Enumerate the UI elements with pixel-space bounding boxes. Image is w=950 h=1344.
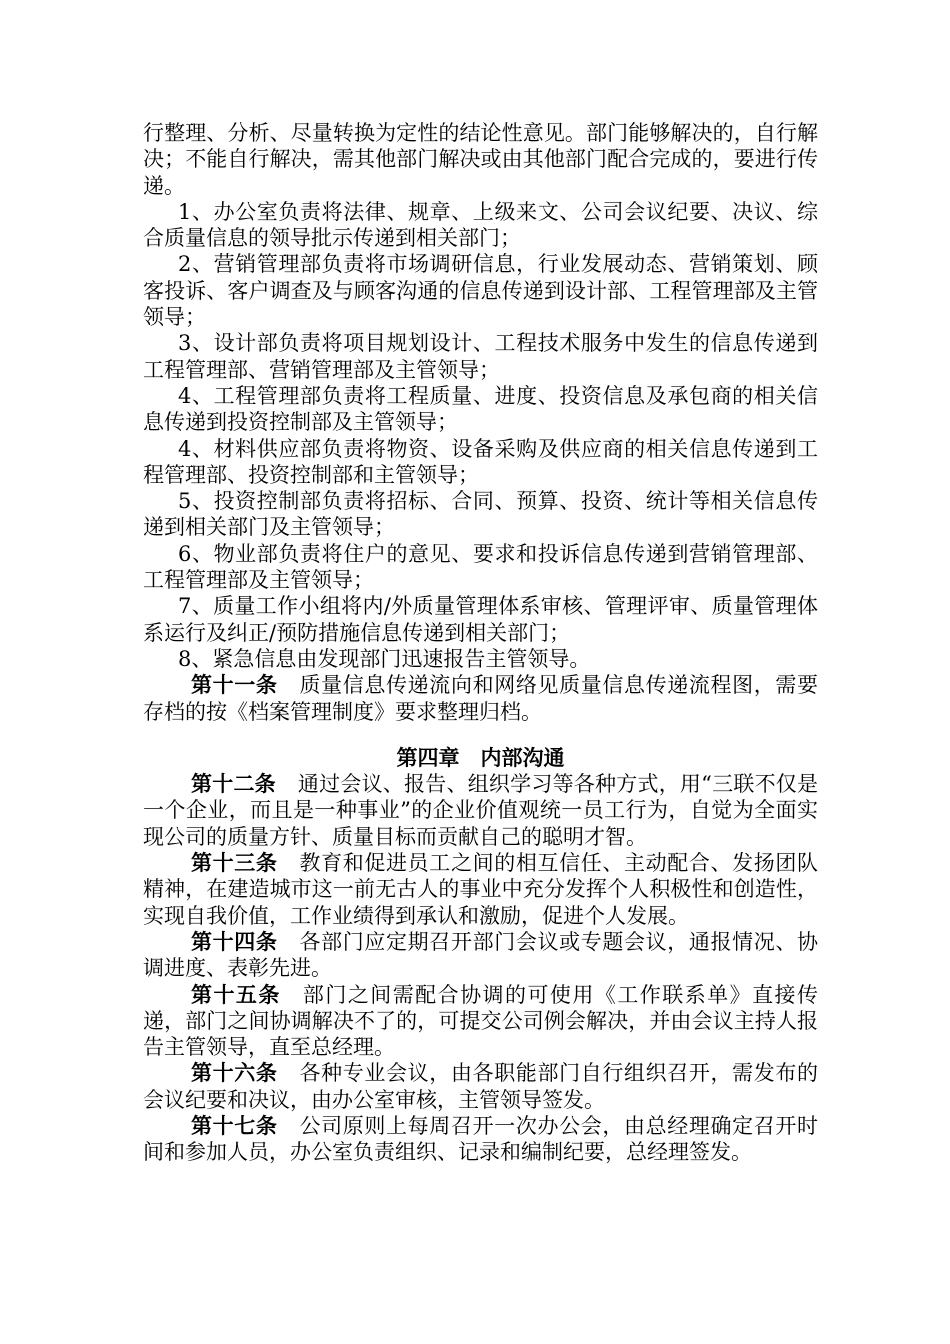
article-16 bbox=[143, 1060, 818, 1113]
article-number: 第十七条 bbox=[191, 1112, 278, 1138]
article-text: 各部门应定期召开部门会议或专题会议，通报情况、协调进度、表彰先进。 bbox=[143, 929, 819, 981]
article-12 bbox=[143, 771, 818, 850]
article-text: 公司原则上每周召开一次办公会，由总经理确定召开时间和参加人员，办公室负责组织、记录和编制纪要，总经理签发。 bbox=[143, 1113, 819, 1165]
article-number: 第十三条 bbox=[191, 850, 278, 876]
article-number: 第十六条 bbox=[191, 1060, 278, 1086]
list-item: 1、办公室负责将法律、规章、上级来文、公司会议纪要、决议、综合质量信息的领导批示传递到相关部门； bbox=[143, 199, 818, 251]
article-11 bbox=[143, 672, 818, 725]
list-item: 8、紧急信息由发现部门迅速报告主管领导。 bbox=[178, 646, 591, 671]
article-number: 第十五条 bbox=[191, 981, 281, 1007]
list-item: 7、质量工作小组将内/外质量管理体系审核、管理评审、质量管理体系运行及纠正/预防措施信息传递到相关部门； bbox=[143, 594, 818, 645]
list-item: 4、材料供应部负责将物资、设备采购及供应商的相关信息传递到工程管理部、投资控制部和主管领导； bbox=[143, 436, 818, 487]
article-number: 第十一条 bbox=[191, 672, 278, 698]
article-number: 第十四条 bbox=[191, 928, 278, 954]
list-item: 5、投资控制部负责将招标、合同、预算、投资、统计等相关信息传递到相关部门及主管领导； bbox=[143, 489, 818, 540]
list-item: 6、物业部负责将住户的意见、要求和投诉信息传递到营销管理部、工程管理部及主管领导； bbox=[143, 541, 818, 593]
intro-paragraph: 行整理、分析、尽量转换为定性的结论性意见。部门能够解决的，自行解决；不能自行解决，需其他部门解决或由其他部门配合完成的，要进行传递。 bbox=[143, 121, 818, 198]
document-body bbox=[143, 120, 818, 1166]
article-number: 第十二条 bbox=[191, 771, 276, 797]
article-text: 部门之间需配合协调的可使用《工作联系单》直接传递，部门之间协调解决不了的，可提交公司例会解决，并由会议主持人报告主管领导，直至总经理。 bbox=[143, 982, 819, 1060]
article-text: 各种专业会议，由各职能部门自行组织召开，需发布的会议纪要和决议，由办公室审核，主管领导签发。 bbox=[143, 1061, 819, 1112]
list-item: 4、工程管理部负责将工程质量、进度、投资信息及承包商的相关信息传递到投资控制部及主管领导； bbox=[143, 383, 818, 435]
article-17 bbox=[143, 1113, 818, 1166]
article-13 bbox=[143, 850, 818, 929]
article-text: 质量信息传递流向和网络见质量信息传递流程图，需要存档的按《档案管理制度》要求整理归档。 bbox=[143, 673, 819, 724]
list-item: 3、设计部负责将项目规划设计、工程技术服务中发生的信息传递到工程管理部、营销管理部及主管领导； bbox=[143, 331, 818, 382]
article-15 bbox=[143, 982, 818, 1061]
article-text: 通过会议、报告、组织学习等各种方式，用“三联不仅是一个企业，而且是一种事业”的企业价值观统一员工行为，自觉为全面实现公司的质量方针、质量目标而贡献自己的聪明才智。 bbox=[143, 772, 819, 849]
list-item: 2、营销管理部负责将市场调研信息，行业发展动态、营销策划、顾客投诉、客户调查及与顾客沟通的信息传递到设计部、工程管理部及主管领导； bbox=[143, 252, 818, 330]
chapter-title: 第四章 内部沟通 bbox=[396, 744, 565, 770]
article-text: 教育和促进员工之间的相互信任、主动配合、发扬团队精神，在建造城市这一前无古人的事业中充分发挥个人积极性和创造性，实现自我价值，工作业绩得到承认和激励，促进个人发展。 bbox=[143, 851, 819, 928]
article-14 bbox=[143, 929, 818, 982]
